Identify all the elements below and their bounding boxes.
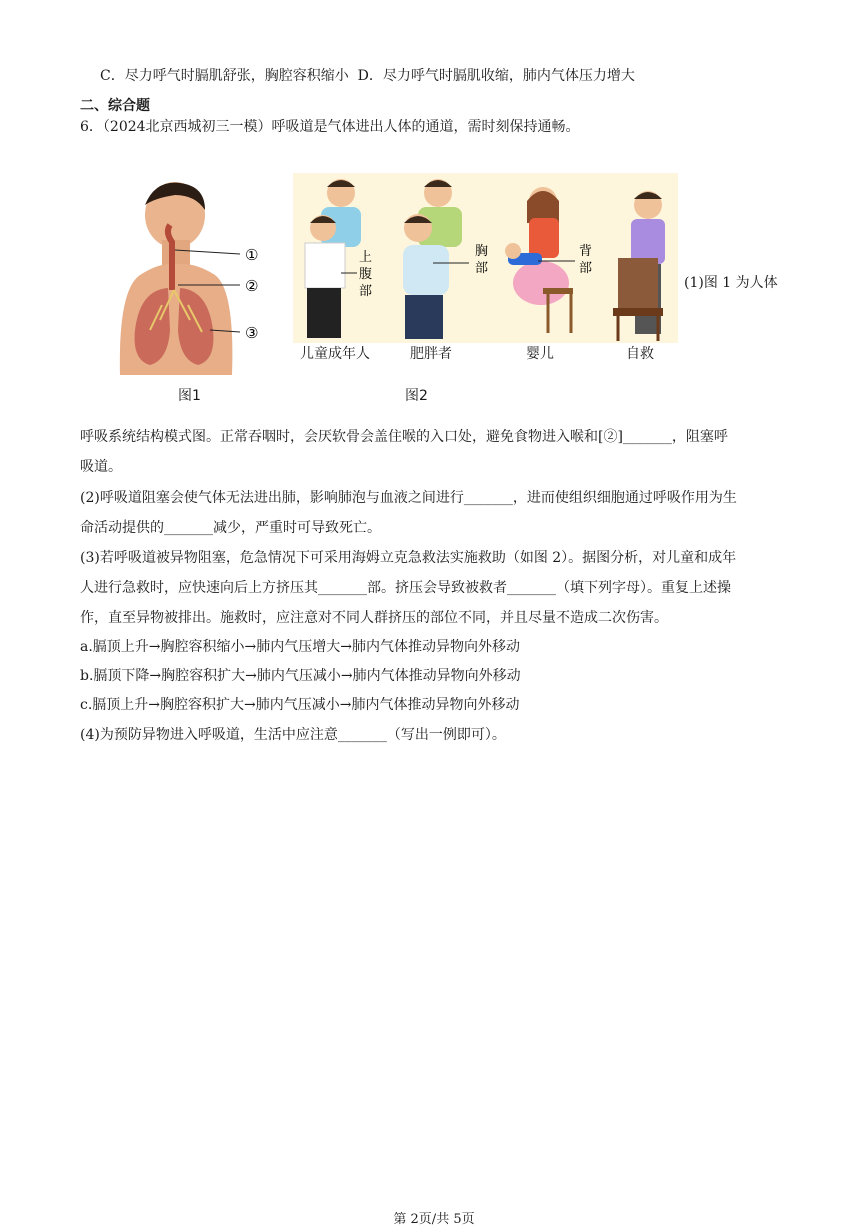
label-1: ①	[245, 246, 259, 264]
q2-line2: 命活动提供的_______减少，严重时可导致死亡。	[80, 520, 381, 536]
q3-line2: 人进行急救时，应快速向后上方挤压其_______部。挤压会导致被救者_______（填下列字母）。重复上述操	[80, 580, 731, 596]
option-d-text: D．尽力呼气时膈肌收缩，肺内气体压力增大	[357, 68, 635, 84]
torso-shape	[120, 264, 233, 375]
q4-line: (4)为预防异物进入呼吸道，生活中应注意_______（写出一例即可）。	[80, 727, 506, 743]
scene-child-adult	[305, 179, 372, 338]
q3-line3: 作，直至异物被排出。施救时，应注意对不同人群挤压的部位不同，并且尽量不造成二次伤害。	[80, 610, 668, 626]
q1-inline-text: (1)图 1 为人体	[684, 275, 778, 291]
option-b: b.膈顶下降→胸腔容积扩大→肺内气压减小→肺内气体推动异物向外移动	[80, 668, 521, 684]
scene-self-rescue	[613, 191, 665, 341]
figure2-caption: 图2	[405, 388, 428, 404]
label-back-part: 部	[579, 261, 593, 276]
label-upper: 上	[359, 250, 373, 265]
option-c-text: C．尽力呼气时膈肌舒张，胸腔容积缩小 D．尽力呼气时膈肌收缩，肺内气体压力增大	[100, 68, 635, 84]
label-2: ②	[245, 277, 259, 295]
label-part: 部	[359, 284, 373, 299]
q2-line1: (2)呼吸道阻塞会使气体无法进出肺，影响肺泡与血液之间进行_______，进而使组织细胞通过呼吸作用为生	[80, 490, 737, 506]
scene-infant	[505, 187, 592, 333]
scene-obese	[403, 179, 488, 339]
figure2-captions	[293, 343, 678, 363]
option-a: a.膈顶上升→胸腔容积缩小→肺内气压增大→肺内气体推动异物向外移动	[80, 639, 520, 655]
label-abdomen: 腹	[359, 267, 373, 282]
question-stem: 6．（2024北京西城初三一模）呼吸道是气体进出人体的通道，需时刻保持通畅。	[80, 119, 580, 135]
caption-infant: 婴儿	[526, 346, 554, 362]
caption-child-adult: 儿童成年人	[300, 346, 370, 362]
option-c: c.膈顶上升→胸腔容积扩大→肺内气压减小→肺内气体推动异物向外移动	[80, 697, 520, 713]
figure1-caption: 图1	[178, 388, 201, 404]
q1-line2: 吸道。	[80, 459, 122, 475]
label-chest: 胸	[475, 244, 489, 259]
label-back: 背	[579, 244, 593, 259]
label-chest-part: 部	[475, 261, 489, 276]
caption-self-rescue: 自救	[626, 346, 654, 362]
heimlich-figure	[293, 173, 678, 343]
page-footer: 第 2页/共 5页	[393, 1212, 475, 1227]
respiratory-system-figure	[110, 180, 280, 375]
section-title: 二、综合题	[80, 98, 150, 114]
q1-line1: 呼吸系统结构模式图。正常吞咽时，会厌软骨会盖住喉的入口处，避免食物进入喉和[②]_______，阻塞呼	[80, 429, 728, 445]
label-3: ③	[245, 324, 259, 342]
caption-obese: 肥胖者	[410, 346, 452, 362]
neck-shape	[162, 240, 190, 265]
q3-line1: (3)若呼吸道被异物阻塞，危急情况下可采用海姆立克急救法实施救助（如图 2）。据图分析，对儿童和成年	[80, 550, 737, 566]
